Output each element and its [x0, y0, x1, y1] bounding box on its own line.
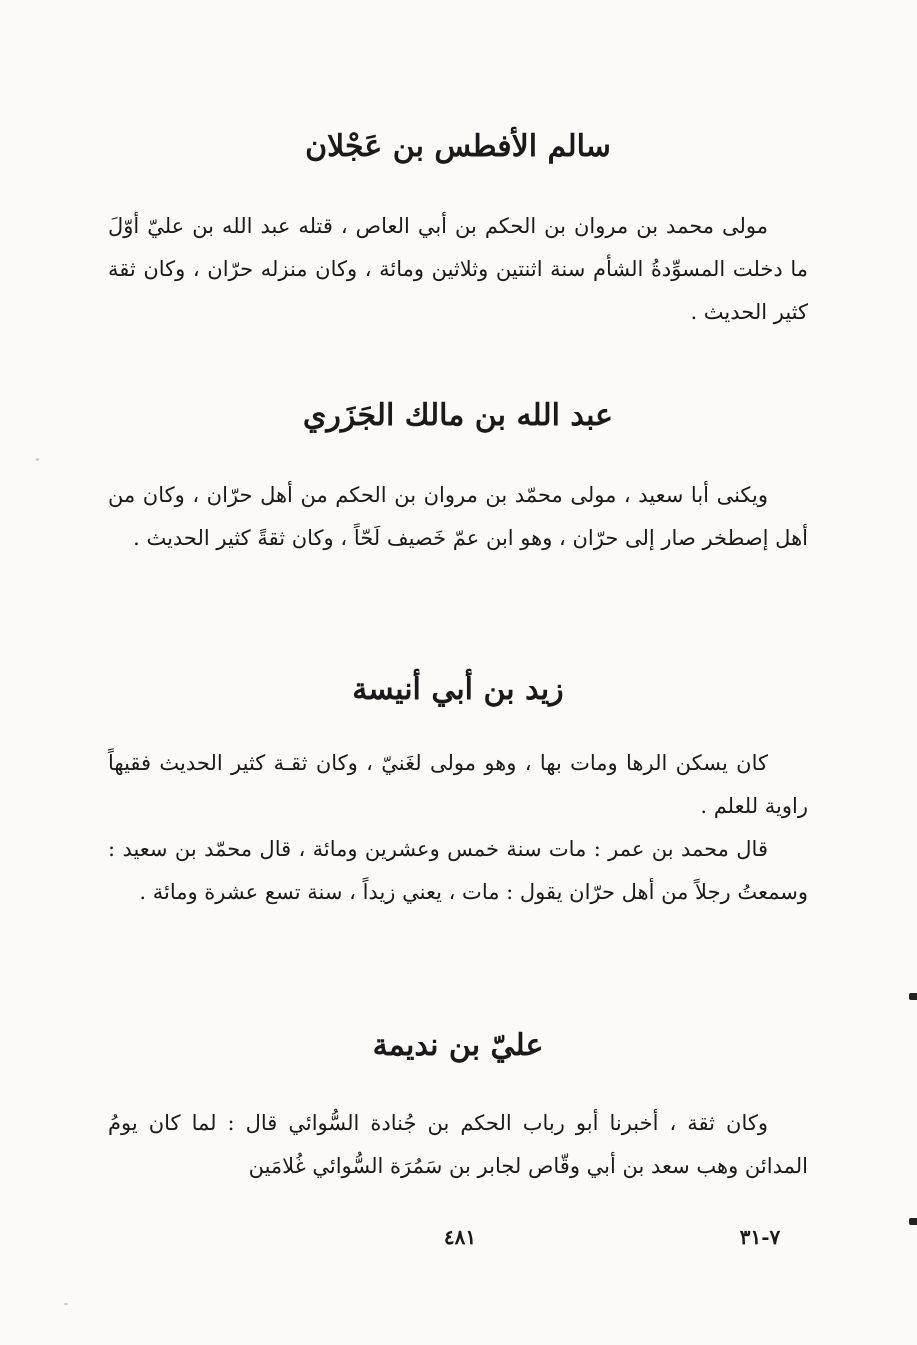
section-title-abdullah: عبد الله بن مالك الجَزَري	[302, 398, 614, 433]
edge-mark	[909, 1218, 917, 1225]
section-body-salim	[108, 205, 808, 334]
paragraph: كان يسكن الرها ومات بها ، وهو مولى لغَنيّ ، وكان ثقـة كثير الحديث فقيهاً راوية للعلم .	[108, 751, 808, 818]
paragraph: وكان ثقة ، أخبرنا أبو رباب الحكم بن جُنادة السُّوائي قال : لما كان يومُ المدائن وهب سعد بن أبي وقّاص لجابر بن سَمُرَة السُّوائي غُلامَين	[108, 1111, 808, 1178]
paragraph: ويكنى أبا سعيد ، مولى محمّد بن مروان بن الحكم من أهل حرّان ، وكان من أهل إصطخر صار إلى حرّان ، وهو ابن عمّ خَصيف لَحّاً ، وكان ثقةً كثير الحديث .	[108, 483, 808, 550]
section-title-salim: سالم الأفطس بن عَجْلان	[305, 129, 611, 164]
signature-mark: ٧-٣١	[739, 1225, 781, 1249]
paragraph: مولى محمد بن مروان بن الحكم بن أبي العاص ، قتله عبد الله بن عليّ أوّلَ ما دخلت المسوِّدةُ الشأم سنة اثنتين وثلاثين ومائة ، وكان منزله حرّان ، وكان ثقة كثير الحديث .	[108, 214, 808, 324]
section-title-zaid: زيد بن أبي أنيسة	[352, 672, 564, 707]
section-body-zaid	[108, 742, 808, 914]
section-title-ali: عليّ بن نديمة	[372, 1028, 544, 1063]
edge-mark	[909, 993, 917, 1000]
paragraph: قال محمد بن عمر : مات سنة خمس وعشرين ومائة ، قال محمّد بن سعيد : وسمعتُ رجلاً من أهل حرّان يقول : مات ، يعني زيداً ، سنة تسع عشرة ومائة .	[108, 837, 808, 904]
section-body-abdullah	[108, 474, 808, 560]
page-number: ٤٨١	[443, 1225, 477, 1249]
scan-speck	[64, 1303, 68, 1305]
scan-speck	[36, 458, 39, 461]
section-body-ali	[108, 1102, 808, 1188]
